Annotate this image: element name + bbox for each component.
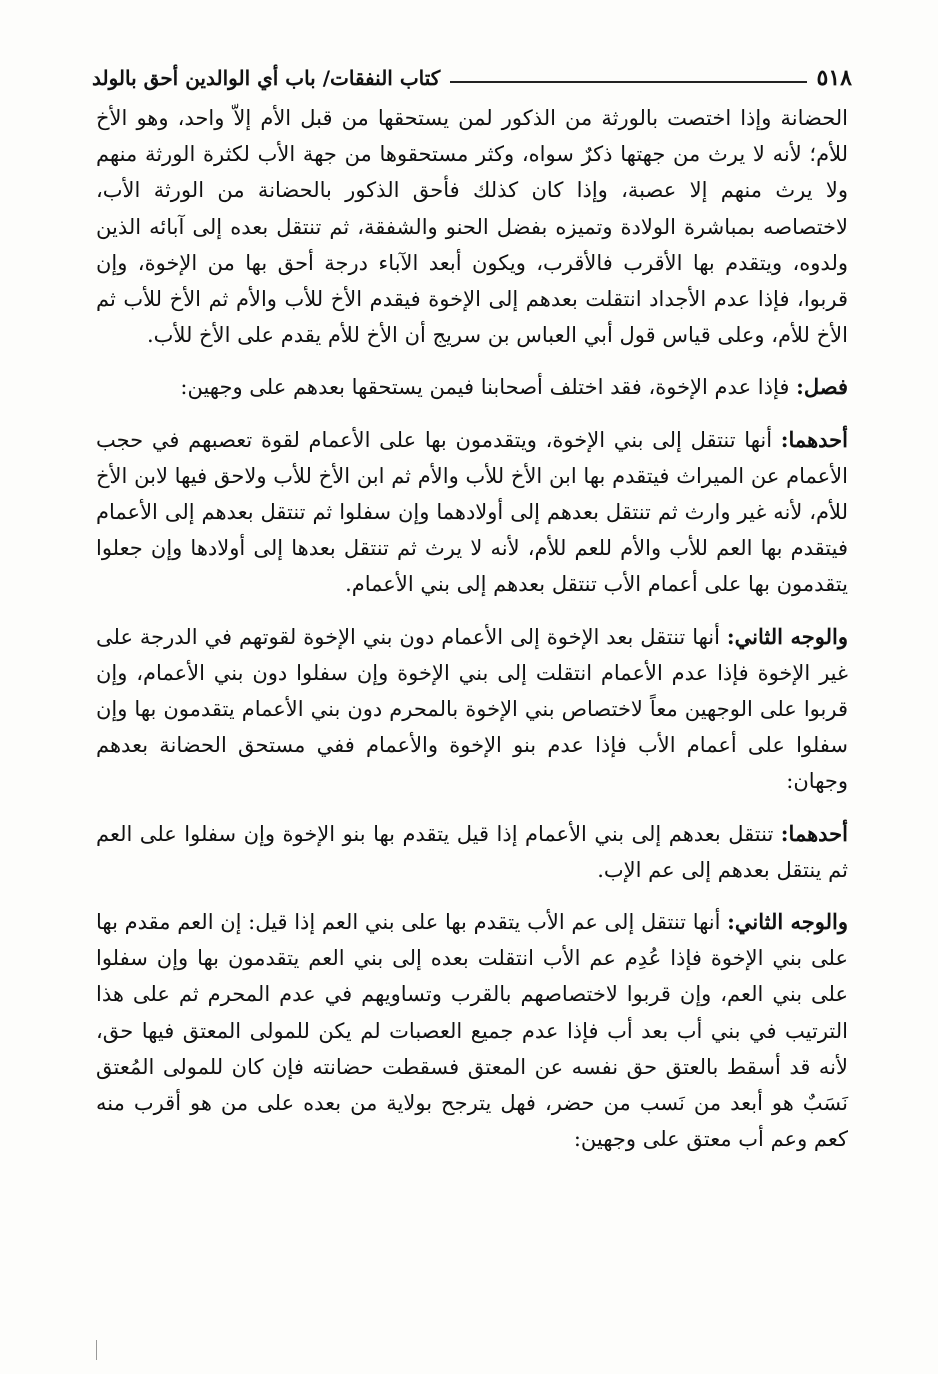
header-rule bbox=[450, 81, 806, 83]
running-title: كتاب النفقات/ باب أي الوالدين أحق بالولد bbox=[92, 66, 441, 90]
margin-mark bbox=[96, 1340, 97, 1360]
paragraph-lead: أحدهما: bbox=[780, 820, 849, 846]
paragraph-1 bbox=[96, 100, 848, 353]
paragraph-text: أنها تنتقل بعد الإخوة إلى الأعمام دون بني الإخوة لقوتهم في الدرجة على غير الإخوة فإذا عدم الأعمام انتقلت إلى بني الإخوة وإن سفلوا دون بني الأعمام، وإن قربوا على الوجهين معاً لاختصاص بني الإخوة بالمحرم دون بني الأعمام يتقدمون بها وإن سفلوا على أعمام الأب فإذا عدم بنو الإخوة والأعمام ففي مستحق الحضانة بعدهم وجهان: bbox=[96, 624, 848, 794]
paragraph-lead: والوجه الثاني: bbox=[726, 623, 848, 649]
page-body bbox=[96, 100, 848, 1157]
paragraph-5 bbox=[96, 816, 848, 888]
page-header bbox=[92, 58, 852, 98]
paragraph-text: أنها تنتقل إلى بني الإخوة، ويتقدمون بها على الأعمام لقوة تعصبهم في حجب الأعمام عن الميراث فيتقدم بها ابن الأخ للأب والأم ثم ابن الأخ للأب ولاحق فيها لابن الأخ للأم، لأنه غير وارث ثم تنتقل بعدهم إلى أولادهما وإن سفلوا ثم تنتقل بعدهم إلى الأعمام فيتقدم بها العم للأب والأم للعم للأم، لأنه لا يرث ثم تنتقل بعدها إلى أولادها وإن جعلوا يتقدمون بها على أعمام الأب تنتقل بعدهم إلى بني الأعمام. bbox=[96, 427, 848, 597]
paragraph-lead: فصل: bbox=[796, 374, 848, 400]
paragraph-4 bbox=[96, 619, 848, 800]
paragraph-3 bbox=[96, 422, 848, 603]
paragraph-text: الحضانة وإذا اختصت بالورثة من الذكور لمن يستحقها من قبل الأم إلاّ واحد، وهو الأخ للأم؛ لأنه لا يرث من جهتها ذكرٌ سواه، وكثر مستحقوها من جهة الأب لكثرة الورثة منهم ولا يرث منهم إلا عصبة، وإذا كان كذلك فأحق الذكور بالحضانة من الورثة الأب، لاختصاصه بمباشرة الولادة وتميزه بفضل الحنو والشفقة، ثم تنتقل بعده إلى آبائه الذين ولدوه، ويتقدم بها الأقرب فالأقرب، ويكون أبعد الآباء درجة أحق بها من الإخوة، وإن قربوا، فإذا عدم الأجداد انتقلت بعدهم إلى الإخوة فيقدم الأخ للأب والأم ثم الأخ للأب ثم الأخ للأم، وعلى قياس قول أبي العباس بن سريج أن الأخ للأم يقدم على الأخ للأب. bbox=[96, 106, 848, 348]
paragraph-2 bbox=[96, 369, 848, 405]
paragraph-text: تنتقل بعدهم إلى بني الأعمام إذا قيل يتقدم بها بنو الإخوة وإن سفلوا على العم ثم ينتقل بعدهم إلى عم الإب. bbox=[96, 821, 848, 882]
paragraph-lead: أحدهما: bbox=[780, 426, 848, 452]
paragraph-text: أنها تنتقل إلى عم الأب يتقدم بها على بني العم إذا قيل: إن العم مقدم بها على بني الإخوة فإذا عُدِم عم الأب انتقلت بعده إلى بني العم يتقدمون بها وإن سفلوا على بني العم، وإن قربوا لاختصاصهم بالقرب وتساويهم في عدم المحرم ثم على هذا الترتيب في بني أب بعد أب فإذا عدم جميع العصبات لم يكن للمولى المعتق فيها حق، لأنه قد أسقط بالعتق حق نفسه عن المعتق فسقطت حضانته فإن كان للمولى المُعتق نَسَبٌ هو أبعد من نَسب من حضر، فهل يترجح بولاية من بعده على من هو أقرب منه كعم وعم أب معتق على وجهين: bbox=[96, 910, 848, 1152]
paragraph-lead: والوجه الثاني: bbox=[727, 909, 848, 935]
paragraph-text: فإذا عدم الإخوة، فقد اختلف أصحابنا فيمن يستحقها بعدهم على وجهين: bbox=[180, 375, 790, 400]
page-number: ٥١٨ bbox=[816, 65, 852, 91]
paragraph-6 bbox=[96, 904, 848, 1157]
